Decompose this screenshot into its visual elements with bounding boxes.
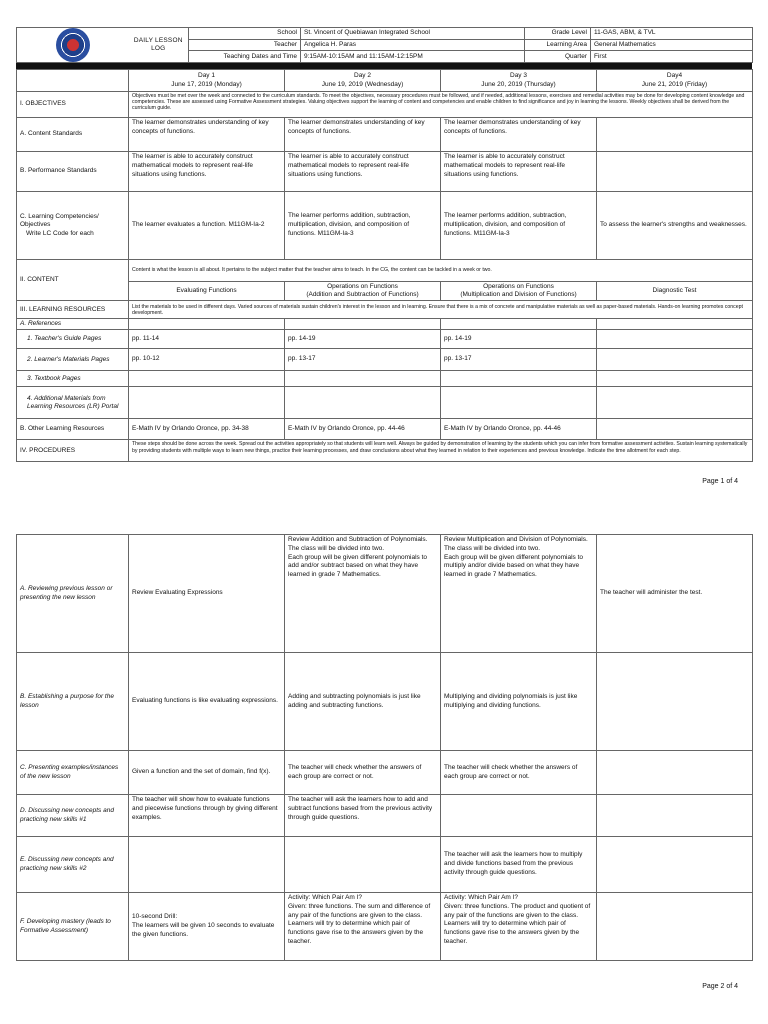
lm-d2: pp. 13-17 (285, 349, 441, 371)
proc-f-d2: Activity: Which Pair Am I? Given: three functions. The sum and difference of any pair of the functions are given to the class. Learners will try to determine which pair of functions gave rise to the answers given by the teacher. (285, 893, 441, 961)
proc-c-d1: Given a function and the set of domain, find f(x). (129, 751, 285, 795)
procedures-table (16, 534, 753, 961)
content-standards-d2: The learner demonstrates understanding of key concepts of functions. (285, 118, 441, 152)
content-standards-label: A. Content Standards (17, 118, 129, 152)
resources-label: III. LEARNING RESOURCES (17, 301, 129, 319)
page-one (16, 27, 752, 462)
area-value: General Mathematics (591, 39, 753, 51)
school-label: School (189, 28, 301, 40)
grade-label: Grade Level (525, 28, 591, 40)
tb-label: 3. Textbook Pages (17, 371, 129, 387)
day4-header: Day4 June 21, 2019 (Friday) (597, 70, 753, 92)
proc-a-d2: Review Addition and Subtraction of Polynomials. The class will be divided into two. Each group will be given different polynomials to add and/or subtract based on what they have learned in grade 7 Mathematics. (285, 535, 441, 653)
quarter-value: First (591, 51, 753, 63)
other-d1: E-Math IV by Orlando Oronce, pp. 34-38 (129, 419, 285, 440)
teacher-value: Angelica H. Paras (301, 39, 525, 51)
proc-c-d3: The teacher will check whether the answers of each group are correct or not. (441, 751, 597, 795)
log-title: DAILY LESSON LOG (129, 28, 189, 63)
lm-label: 2. Learner's Materials Pages (17, 349, 129, 371)
tg-label: 1. Teacher's Guide Pages (17, 330, 129, 349)
other-label: B. Other Learning Resources (17, 419, 129, 440)
proc-b-d2: Adding and subtracting polynomials is just like adding and subtracting functions. (285, 653, 441, 751)
performance-standards-d1: The learner is able to accurately construct mathematical models to represent real-life situations using functions. (129, 152, 285, 192)
proc-b-d3: Multiplying and dividing polynomials is just like multiplying and dividing functions. (441, 653, 597, 751)
proc-f-label: F. Developing mastery (leads to Formative Assessment) (17, 893, 129, 961)
proc-d-d3 (441, 795, 597, 837)
proc-e-d4 (597, 837, 753, 893)
competencies-d4: To assess the learner's strengths and weaknesses. (597, 192, 753, 260)
school-value: St. Vincent of Quebiawan Integrated School (301, 28, 525, 40)
objectives-label: I. OBJECTIVES (17, 92, 129, 118)
page2-footer: Page 2 of 4 (702, 983, 738, 990)
performance-standards-d3: The learner is able to accurately construct mathematical models to represent real-life situations using functions. (441, 152, 597, 192)
proc-a-label: A. Reviewing previous lesson or presenting the new lesson (17, 535, 129, 653)
content-d3: Operations on Functions (Multiplication and Division of Functions) (441, 282, 597, 301)
day3-header: Day 3 June 20, 2019 (Thursday) (441, 70, 597, 92)
proc-c-d4 (597, 751, 753, 795)
competencies-d3: The learner performs addition, subtraction, multiplication, division, and composition of functions. M11GM-Ia-3 (441, 192, 597, 260)
lesson-table (16, 69, 753, 462)
proc-b-d4 (597, 653, 753, 751)
tg-d1: pp. 11-14 (129, 330, 285, 349)
proc-d-d2: The teacher will ask the learners how to add and subtract functions based from the previous activity through guide questions. (285, 795, 441, 837)
other-d3: E-Math IV by Orlando Oronce, pp. 44-46 (441, 419, 597, 440)
proc-f-d1: 10-second Drill: The learners will be given 10 seconds to evaluate the given functions. (129, 893, 285, 961)
competencies-d1: The learner evaluates a function. M11GM-Ia-2 (129, 192, 285, 260)
page1-footer: Page 1 of 4 (702, 478, 738, 485)
content-d1: Evaluating Functions (129, 282, 285, 301)
competencies-label: C. Learning Competencies/ Objectives Write LC Code for each (17, 192, 129, 260)
references-label: A. References (17, 319, 129, 330)
content-label: II. CONTENT (17, 260, 129, 301)
competencies-d2: The learner performs addition, subtraction, multiplication, division, and composition of functions. M11GM-Ia-3 (285, 192, 441, 260)
proc-d-d1: The teacher will show how to evaluate functions and piecewise functions through by giving different examples. (129, 795, 285, 837)
dates-value: 9:15AM-10:15AM and 11:15AM-12:15PM (301, 51, 525, 63)
proc-a-d3: Review Multiplication and Division of Polynomials. The class will be divided into two. Each group will be given different polynomials to multiply and/or divide based on what they have learned in grade 7 Mathematics. (441, 535, 597, 653)
area-label: Learning Area (525, 39, 591, 51)
performance-standards-d4 (597, 152, 753, 192)
lm-d1: pp. 10-12 (129, 349, 285, 371)
proc-c-d2: The teacher will check whether the answers of each group are correct or not. (285, 751, 441, 795)
grade-value: 11-GAS, ABM, & TVL (591, 28, 753, 40)
tg-d2: pp. 14-19 (285, 330, 441, 349)
proc-f-d4 (597, 893, 753, 961)
dates-label: Teaching Dates and Time (189, 51, 301, 63)
day2-header: Day 2 June 19, 2019 (Wednesday) (285, 70, 441, 92)
proc-a-d4: The teacher will administer the test. (597, 535, 753, 653)
proc-f-d3: Activity: Which Pair Am I? Given: three functions. The product and quotient of any pair of the functions are given to the class. Learners will try to determine which pair of functions gave rise to the answers given by the teacher. (441, 893, 597, 961)
content-standards-d3: The learner demonstrates understanding of key concepts of functions. (441, 118, 597, 152)
lm-d4 (597, 349, 753, 371)
content-d2: Operations on Functions (Addition and Subtraction of Functions) (285, 282, 441, 301)
day1-header: Day 1 June 17, 2019 (Monday) (129, 70, 285, 92)
corner-cell (17, 70, 129, 92)
resources-note: List the materials to be used in different days. Varied sources of materials sustain children's interest in the lesson and in learning. Ensure that there is a mix of concrete and manipulative materials as well as paper-based materials. Hands-on learning promotes concept development. (129, 301, 753, 319)
performance-standards-label: B. Performance Standards (17, 152, 129, 192)
proc-e-d1 (129, 837, 285, 893)
proc-d-d4 (597, 795, 753, 837)
objectives-note: Objectives must be met over the week and connected to the curriculum standards. To meet the objectives, necessary procedures must be followed, and if needed, additional lessons, exercises and remedial activities may be done for developing content knowledge and competencies. These are assessed using Formative Assessment strategies. Valuing objectives support the learning of content and competencies and enable children to find significance and joy in learning the lessons. Weekly objectives shall be derived from the curriculum guide. (129, 92, 753, 118)
content-standards-d4 (597, 118, 753, 152)
proc-e-label: E. Discussing new concepts and practicing new skills #2 (17, 837, 129, 893)
procedures-label: IV. PROCEDURES (17, 440, 129, 462)
tg-d3: pp. 14-19 (441, 330, 597, 349)
school-seal-logo (56, 28, 90, 62)
proc-e-d3: The teacher will ask the learners how to multiply and divide functions based from the previous activity through guide questions. (441, 837, 597, 893)
teacher-label: Teacher (189, 39, 301, 51)
quarter-label: Quarter (525, 51, 591, 63)
proc-a-d1: Review Evaluating Expressions (129, 535, 285, 653)
am-label: 4. Additional Materials from Learning Resources (LR) Portal (17, 387, 129, 419)
content-d4: Diagnostic Test (597, 282, 753, 301)
procedures-note: These steps should be done across the week. Spread out the activities appropriately so that students will learn well. Always be guided by demonstration of learning by the students which you can infer from formative assessment activities. Sustain learning systematically by providing students with multiple ways to learn new things, practice their learning processes, and draw conclusions about what they learned in relation to their experiences and previous knowledge. Indicate the time allotment for each step. (129, 440, 753, 462)
performance-standards-d2: The learner is able to accurately construct mathematical models to represent real-life situations using functions. (285, 152, 441, 192)
logo-cell (17, 28, 129, 63)
header-table (16, 27, 753, 63)
content-note: Content is what the lesson is all about. It pertains to the subject matter that the teacher aims to teach. In the CG, the content can be tackled in a week or two. (129, 260, 753, 282)
proc-d-label: D. Discussing new concepts and practicing new skills #1 (17, 795, 129, 837)
tg-d4 (597, 330, 753, 349)
content-standards-d1: The learner demonstrates understanding of key concepts of functions. (129, 118, 285, 152)
proc-b-d1: Evaluating functions is like evaluating expressions. (129, 653, 285, 751)
proc-c-label: C. Presenting examples/instances of the new lesson (17, 751, 129, 795)
proc-b-label: B. Establishing a purpose for the lesson (17, 653, 129, 751)
other-d4 (597, 419, 753, 440)
proc-e-d2 (285, 837, 441, 893)
page-two (16, 534, 752, 961)
other-d2: E-Math IV by Orlando Oronce, pp. 44-46 (285, 419, 441, 440)
lm-d3: pp. 13-17 (441, 349, 597, 371)
